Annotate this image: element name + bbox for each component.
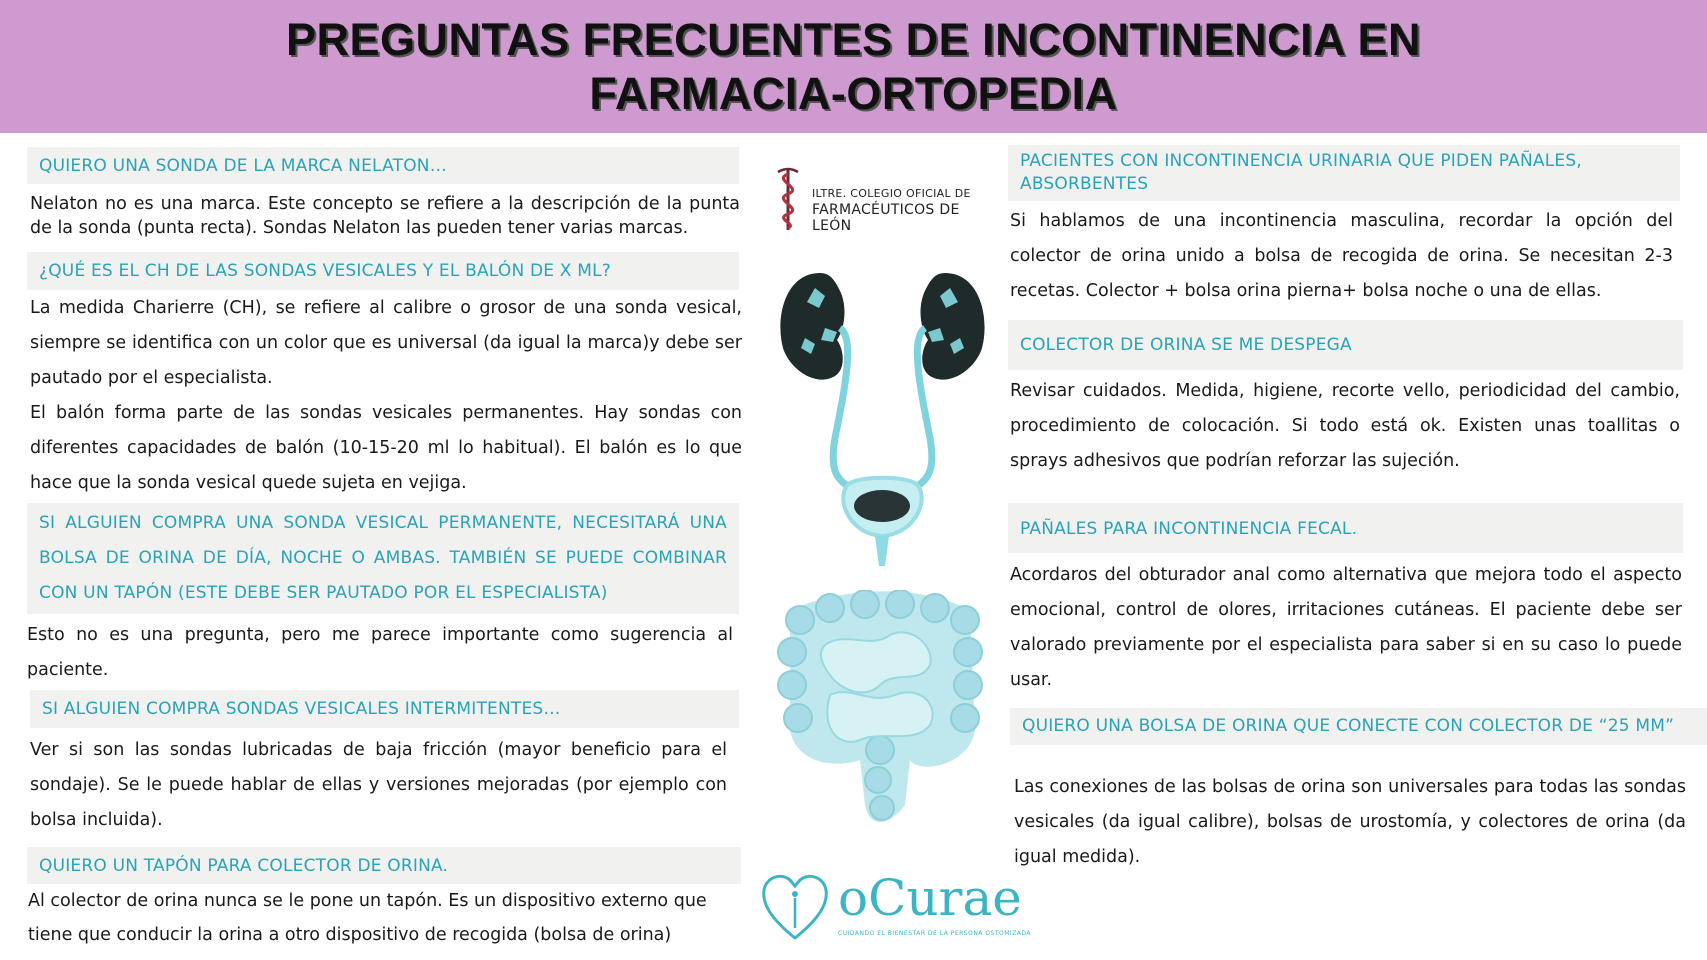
title-banner	[0, 0, 1707, 133]
title-line-1: PREGUNTAS FRECUENTES DE INCONTINENCIA EN	[285, 13, 1422, 65]
faq-answer: Esto no es una pregunta, pero me parece importante como sugerencia al paciente.	[27, 625, 733, 680]
faq-question: PACIENTES CON INCONTINENCIA URINARIA QUE PIDEN PAÑALES, ABSORBENTES	[1008, 145, 1680, 201]
faq-question: SI ALGUIEN COMPRA SONDAS VESICALES INTERMITENTES…	[30, 690, 739, 728]
faq-answer-block	[30, 733, 727, 838]
faq-answer: Ver si son las sondas lubricadas de baja fricción (mayor beneficio para el sondaje). Se le puede hablar de ellas y versiones mejoradas (por ejemplo con bolsa incluida).	[30, 740, 727, 830]
intestine-illustration	[770, 590, 990, 840]
faq-block-tapon	[27, 847, 741, 884]
faq-answer: Las conexiones de las bolsas de orina son universales para todas las sondas vesicales (da igual calibre), bolsas de urostomía, y colectores de orina (da igual medida).	[1014, 777, 1686, 867]
ocurae-logo	[760, 868, 1032, 944]
faq-block-ch	[27, 252, 739, 290]
faq-block-fecal	[1008, 503, 1683, 553]
faq-answer-continued: El balón forma parte de las sondas vesicales permanentes. Hay sondas con diferentes capacidades de balón (10-15-20 ml lo habitual). El balón es lo que hace que la sonda vesical quede sujeta en vejiga.	[30, 403, 742, 493]
faq-answer: La medida Charierre (CH), se refiere al calibre o grosor de una sonda vesical, siempre se identifica con un color que es universal (da igual la marca)y debe ser pautado por el especialista.	[30, 298, 742, 388]
faq-answer-block	[28, 884, 733, 952]
faq-answer-block	[1010, 374, 1680, 479]
faq-answer-block	[1014, 770, 1686, 875]
faq-answer: Revisar cuidados. Medida, higiene, recorte vello, periodicidad del cambio, procedimiento de colocación. Si todo está ok. Existen unas toallitas o sprays adhesivos que podrían reforzar las sujeción.	[1010, 381, 1680, 471]
colegio-line-1: ILTRE. COLEGIO OFICIAL DE	[812, 187, 971, 200]
faq-question: PAÑALES PARA INCONTINENCIA FECAL.	[1008, 503, 1683, 553]
faq-answer: Si hablamos de una incontinencia masculina, recordar la opción del colector de orina unido a bolsa de recogida de orina. Se necesitan 2-3 recetas. Colector + bolsa orina pierna+ bolsa noche o una de ellas.	[1010, 211, 1673, 301]
faq-answer-block	[30, 291, 742, 501]
ocurae-brand: oCurae	[838, 869, 1022, 927]
ocurae-tagline: CUIDANDO EL BIENESTAR DE LA PERSONA OSTOMIZADA	[838, 930, 1032, 937]
colegio-farmaceuticos-logo	[768, 162, 983, 232]
faq-block-intermitentes	[30, 690, 739, 728]
faq-answer-block	[30, 192, 740, 240]
faq-block-panales	[1008, 145, 1680, 201]
heart-icon	[760, 868, 830, 944]
faq-block-25mm	[1010, 708, 1707, 745]
faq-answer: Nelaton no es una marca. Este concepto se refiere a la descripción de la punta de la sonda (punta recta). Sondas Nelaton las pueden tener varias marcas.	[30, 194, 740, 238]
faq-question: QUIERO UN TAPÓN PARA COLECTOR DE ORINA.	[27, 847, 741, 884]
right-kidney	[921, 273, 985, 380]
faq-answer-block	[1010, 558, 1682, 698]
faq-answer-block	[1010, 204, 1673, 309]
left-kidney	[780, 273, 844, 380]
faq-answer: Al colector de orina nunca se le pone un tapón. Es un dispositivo externo que tiene que conducir la orina a otro dispositivo de recogida (bolsa de orina)	[28, 891, 707, 945]
faq-question: ¿QUÉ ES EL CH DE LAS SONDAS VESICALES Y EL BALÓN DE X ML?	[27, 252, 739, 290]
colegio-line-2: FARMACÉUTICOS DE LEÓN	[812, 202, 960, 234]
faq-question: COLECTOR DE ORINA SE ME DESPEGA	[1008, 320, 1683, 370]
faq-question: QUIERO UNA BOLSA DE ORINA QUE CONECTE CON COLECTOR DE “25 MM”	[1010, 708, 1707, 745]
page-title	[286, 13, 1421, 121]
title-line-2: FARMACIA-ORTOPEDIA	[589, 67, 1118, 119]
faq-block-permanente	[27, 503, 739, 614]
faq-block-despega	[1008, 320, 1683, 370]
faq-question: QUIERO UNA SONDA DE LA MARCA NELATON…	[27, 147, 739, 184]
faq-answer: Acordaros del obturador anal como alternativa que mejora todo el aspecto emocional, control de olores, irritaciones cutáneas. El paciente debe ser valorado previamente por el especialista para saber si en su caso lo puede usar.	[1010, 565, 1682, 690]
faq-answer-block	[27, 618, 733, 688]
urinary-system-illustration	[775, 268, 990, 568]
caduceus-icon	[768, 164, 808, 234]
faq-block-nelaton	[27, 147, 739, 184]
faq-question: SI ALGUIEN COMPRA UNA SONDA VESICAL PERMANENTE, NECESITARÁ UNA BOLSA DE ORINA DE DÍA, NOCHE O AMBAS. TAMBIÉN SE PUEDE COMBINAR CON UN TAPÓN (ESTE DEBE SER PAUTADO POR EL ESPECIALISTA)	[27, 503, 739, 614]
